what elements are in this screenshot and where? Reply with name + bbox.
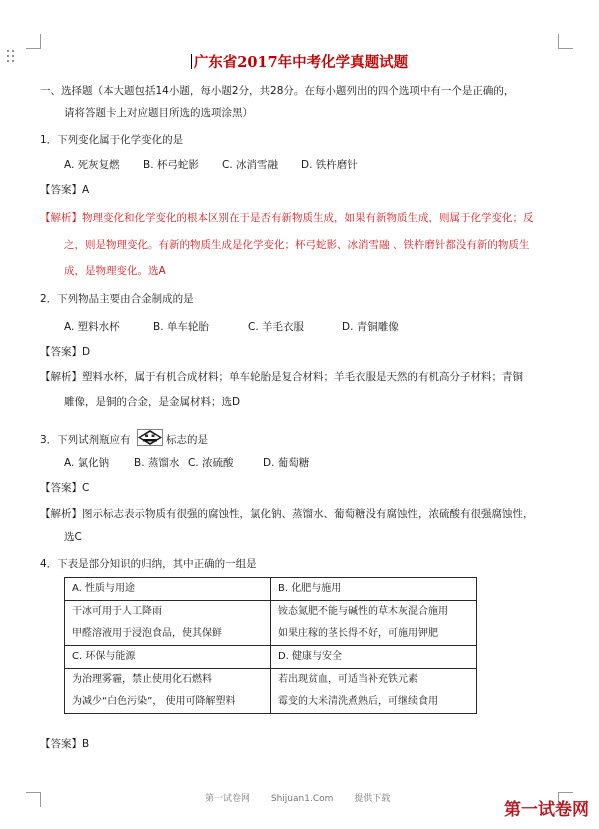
footer-url-link[interactable]: Shijuan1.Com xyxy=(270,794,334,804)
question-3-stem-start: 3．下列试剂瓶应有 xyxy=(40,434,131,446)
question-1-analysis-line2: 之，则是物理变化。有新的物质生成是化学变化；杯弓蛇影、冰消雪融 、铁杵磨针都没有新的物质生 xyxy=(64,239,530,251)
document-title xyxy=(0,51,599,72)
question-1-option-a: A. 死灰复燃 xyxy=(64,159,120,171)
table-cell-a-content xyxy=(65,601,271,646)
question-3-option-d: D. 葡萄糖 xyxy=(263,457,310,469)
question-2-option-a: A. 塑料水杯 xyxy=(64,321,120,333)
question-3-option-c: C. 浓硫酸 xyxy=(188,457,234,469)
table-row xyxy=(65,578,477,601)
question-3-option-b: B. 蒸馏水 xyxy=(134,457,180,469)
question-1-answer: 【答案】A xyxy=(40,184,90,196)
question-3-option-a: A. 氯化钠 xyxy=(64,457,110,469)
knowledge-table xyxy=(64,577,477,714)
table-cell-text: B. 化肥与施用 xyxy=(278,583,342,594)
table-cell-text: 为减少“白色污染”， 使用可降解塑料 xyxy=(72,696,236,707)
table-cell-c-content xyxy=(65,669,271,714)
question-1-option-d: D. 铁杵磨针 xyxy=(301,159,358,171)
table-cell-b-content xyxy=(271,601,477,646)
table-cell-c-header xyxy=(65,646,271,669)
table-cell-text: 铵态氮肥不能与碱性的草木灰混合施用 xyxy=(278,606,448,617)
question-2-analysis-line1: 【解析】塑料水杯，属于有机合成材料；单车轮胎是复合材料；羊毛衣服是天然的有机高分子材料；青铜 xyxy=(40,371,523,383)
question-1-analysis-line3: 成，是物理变化。选A xyxy=(64,265,166,277)
question-1-analysis-line1: 【解析】物理变化和化学变化的根本区别在于是否有新物质生成，如果有新物质生成，则属于化学变化；反 xyxy=(40,212,534,224)
page-corner-mark-top-right xyxy=(558,34,573,49)
question-3-answer: 【答案】C xyxy=(40,482,90,494)
question-2-answer: 【答案】D xyxy=(40,346,91,358)
table-row xyxy=(65,601,477,646)
footer-download-text: 提供下载 xyxy=(354,794,391,804)
question-3-analysis-line1: 【解析】图示标志表示物质有很强的腐蚀性，氯化钠、蒸馏水、葡萄糖没有腐蚀性，浓硫酸有很强腐蚀性， xyxy=(40,508,534,520)
table-cell-text: D. 健康与安全 xyxy=(278,651,343,662)
question-1-option-b: B. 杯弓蛇影 xyxy=(143,159,199,171)
page-footer xyxy=(205,791,408,804)
question-2-analysis-line2: 雕像，是铜的合金，是金属材料；选D xyxy=(64,396,241,408)
table-cell-text: C. 环保与能源 xyxy=(72,651,136,662)
table-cell-a-header xyxy=(65,578,271,601)
question-1-stem: 1．下列变化属于化学变化的是 xyxy=(40,134,184,146)
site-logo: 第一试卷网 xyxy=(504,800,589,820)
question-4-answer: 【答案】B xyxy=(40,738,90,750)
question-2-stem: 2．下列物品主要由合金制成的是 xyxy=(40,293,194,305)
table-cell-d-content xyxy=(271,669,477,714)
question-3-stem-end: 标志的是 xyxy=(166,434,208,446)
question-2-option-c: C. 羊毛衣服 xyxy=(248,321,305,333)
table-row xyxy=(65,669,477,714)
question-1-option-c: C. 冰消雪融 xyxy=(222,159,279,171)
table-cell-d-header xyxy=(271,646,477,669)
table-cell-text: 如果庄稼的茎长得不好，可施用钾肥 xyxy=(278,628,438,639)
question-2-option-d: D. 青铜雕像 xyxy=(342,321,399,333)
text-cursor xyxy=(191,54,192,69)
question-2-option-b: B. 单车轮胎 xyxy=(153,321,209,333)
page-corner-mark-bottom-left xyxy=(26,792,41,807)
table-cell-text: 为治理雾霾，禁止使用化石燃料 xyxy=(72,674,212,685)
section-instructions-line2: 请将答题卡上对应题目所选的选项涂黑） xyxy=(64,107,253,119)
section-instructions-line1: 一、选择题（本大题包括14小题，每小题2分，共28分。在每小题列出的四个选项中有一个是正确的， xyxy=(40,85,515,97)
table-cell-b-header xyxy=(271,578,477,601)
corrosive-hazard-icon xyxy=(137,429,163,446)
table-cell-text: 霉变的大米清洗煮熟后，可继续食用 xyxy=(278,696,438,707)
page-corner-mark-top-left xyxy=(26,34,41,49)
document-title-text: 广东省2017年中考化学真题试题 xyxy=(193,54,409,71)
question-4-stem: 4．下表是部分知识的归纳，其中正确的一组是 xyxy=(40,558,257,570)
footer-site-name: 第一试卷网 xyxy=(205,794,251,804)
table-cell-text: A. 性质与用途 xyxy=(72,583,136,594)
table-cell-text: 甲醛溶液用于浸泡食品，使其保鲜 xyxy=(72,628,222,639)
question-3-analysis-line2: 选C xyxy=(64,531,82,543)
table-row xyxy=(65,646,477,669)
table-cell-text: 干冰可用于人工降雨 xyxy=(72,606,162,617)
table-cell-text: 若出现贫血，可适当补充铁元素 xyxy=(278,674,418,685)
